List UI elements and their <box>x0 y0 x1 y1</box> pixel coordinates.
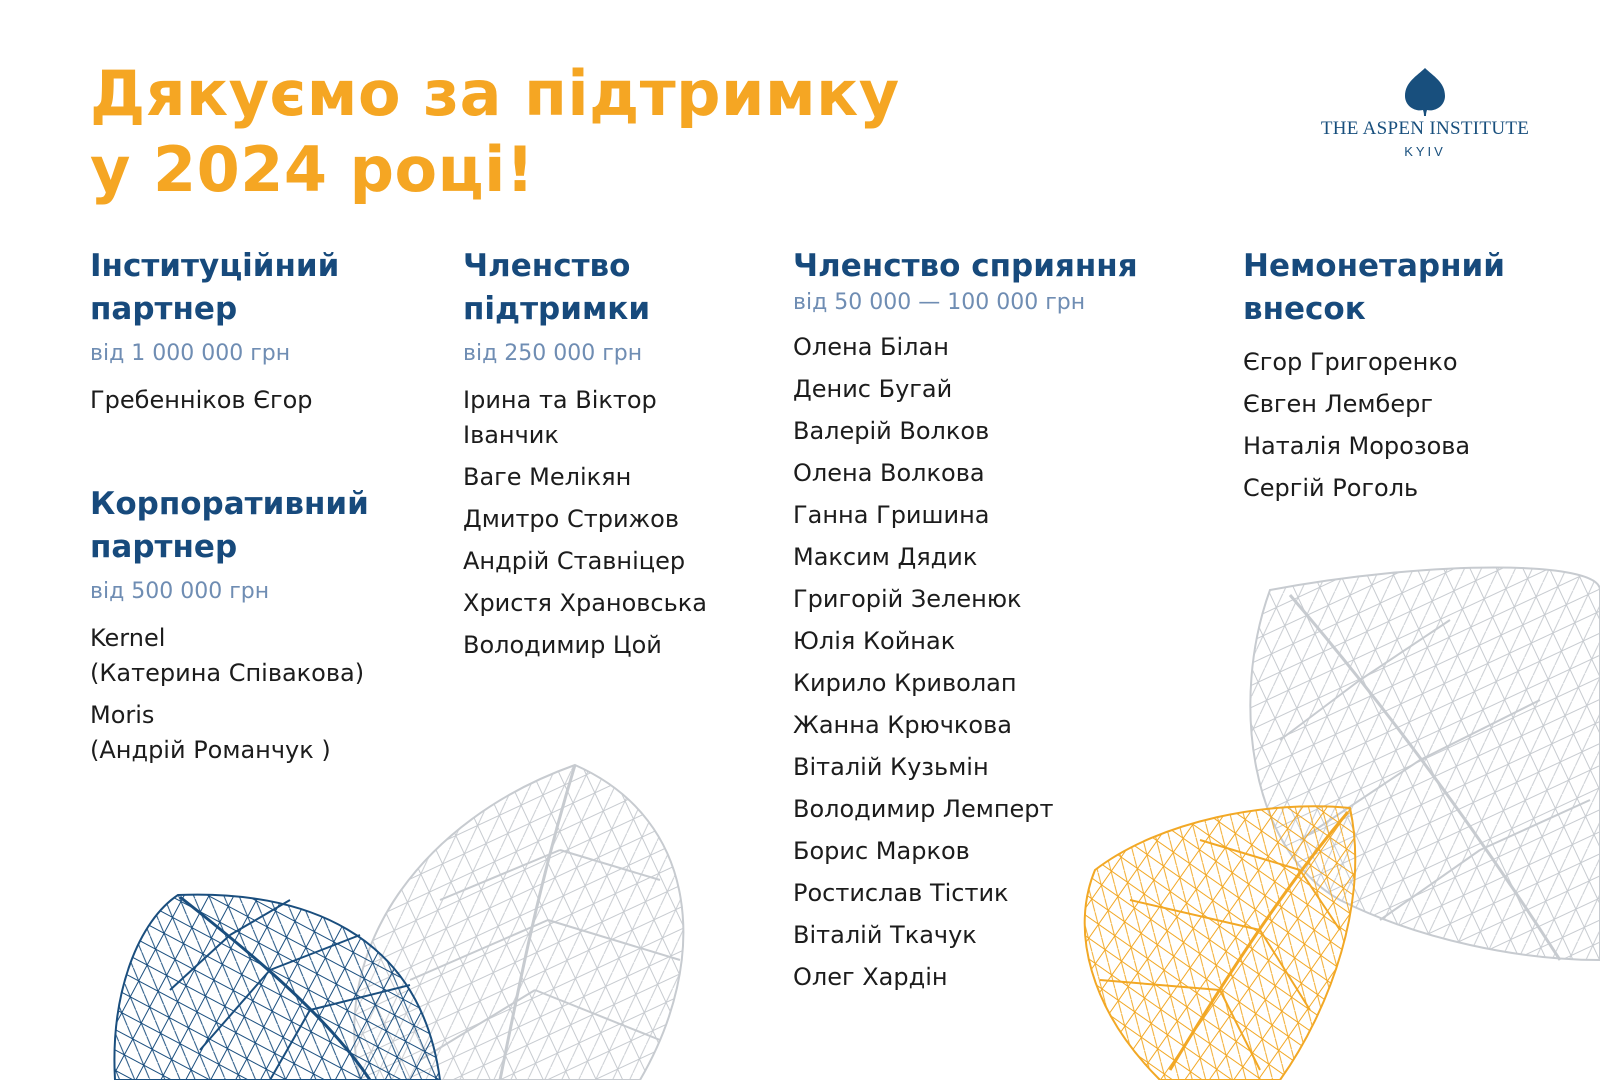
supporter-name: Володимир Лемперт <box>793 795 1054 823</box>
supporter-name: Христя Храновська <box>463 589 707 617</box>
supporter-name <box>90 698 369 768</box>
company-contact: (Катерина Співакова) <box>90 659 365 687</box>
heading-line: Інституційний <box>90 248 340 284</box>
amount-range: від 500 000 грн <box>90 579 270 604</box>
section-heading: Членство сприяння <box>793 248 1138 284</box>
supporter-list <box>1243 345 1505 506</box>
supporter-name: Віталій Ткачук <box>793 921 977 949</box>
section-heading <box>1243 245 1505 331</box>
section-institutional-partner <box>90 245 339 425</box>
company-name: Moris <box>90 701 155 729</box>
title-line-1: Дякуємо за підтримку <box>90 57 900 130</box>
supporter-name: Максим Дядик <box>793 543 978 571</box>
section-heading <box>90 483 369 569</box>
amount-range: від 1 000 000 грн <box>90 341 291 366</box>
supporter-name: Єгор Григоренко <box>1243 348 1458 376</box>
supporter-name: Наталія Морозова <box>1243 432 1471 460</box>
logo-name: THE ASPEN INSTITUTE <box>1320 118 1530 139</box>
supporter-name: Юлія Койнак <box>793 627 956 655</box>
company-name: Kernel <box>90 624 166 652</box>
grey-leaf-center <box>354 765 683 1080</box>
heading-line: Корпоративний <box>90 486 369 522</box>
supporter-name: Євген Лемберг <box>1243 390 1433 418</box>
section-heading <box>90 245 339 331</box>
heading-line: внесок <box>1243 291 1366 327</box>
heading-line: партнер <box>90 291 238 327</box>
supporter-name <box>90 621 369 691</box>
supporter-name: Кирило Криволап <box>793 669 1017 697</box>
supporter-list <box>90 621 369 768</box>
title-line-2: у 2024 році! <box>90 133 535 206</box>
heading-line: Немонетарний <box>1243 248 1505 284</box>
section-support-membership <box>463 245 707 670</box>
company-contact: (Андрій Романчук ) <box>90 736 331 764</box>
grey-leaf-right <box>1250 568 1600 961</box>
supporter-name: Ростислав Тістик <box>793 879 1009 907</box>
supporter-name: Віталій Кузьмін <box>793 753 989 781</box>
section-nonmonetary-contribution <box>1243 245 1505 513</box>
supporter-name: Гребенніков Єгор <box>90 386 313 414</box>
supporter-name: Андрій Ставніцер <box>463 547 686 575</box>
heading-line: підтримки <box>463 291 651 327</box>
supporter-name: Борис Марков <box>793 837 970 865</box>
name-line: Іванчик <box>463 421 559 449</box>
amount-range: від 250 000 грн <box>463 341 643 366</box>
amount-range: від 50 000 — 100 000 грн <box>793 290 1086 315</box>
supporter-name: Ваге Мелікян <box>463 463 632 491</box>
supporter-name: Ганна Гришина <box>793 501 990 529</box>
aspen-leaf-icon <box>1403 66 1447 116</box>
supporter-name: Сергій Роголь <box>1243 474 1419 502</box>
logo-city: KYIV <box>1404 144 1446 159</box>
supporter-name: Григорій Зеленюк <box>793 585 1022 613</box>
blue-leaf <box>114 895 440 1080</box>
supporter-name: Володимир Цой <box>463 631 662 659</box>
supporter-name: Олена Білан <box>793 333 949 361</box>
supporter-name: Денис Бугай <box>793 375 953 403</box>
supporter-name: Олег Хардін <box>793 963 948 991</box>
supporter-list <box>90 383 339 418</box>
section-corporate-partner <box>90 483 369 775</box>
supporter-name <box>463 383 707 453</box>
supporter-name: Валерій Волков <box>793 417 990 445</box>
section-promotion-membership <box>793 245 1138 1002</box>
section-heading <box>463 245 707 331</box>
supporter-name: Олена Волкова <box>793 459 985 487</box>
supporter-list <box>463 383 707 663</box>
heading-line: Членство <box>463 248 631 284</box>
name-line: Ірина та Віктор <box>463 386 657 414</box>
supporter-name: Жанна Крючкова <box>793 711 1012 739</box>
page-title <box>90 56 900 208</box>
supporter-list <box>793 330 1138 995</box>
aspen-institute-logo <box>1300 66 1550 162</box>
heading-line: партнер <box>90 529 238 565</box>
supporter-name: Дмитро Стрижов <box>463 505 679 533</box>
